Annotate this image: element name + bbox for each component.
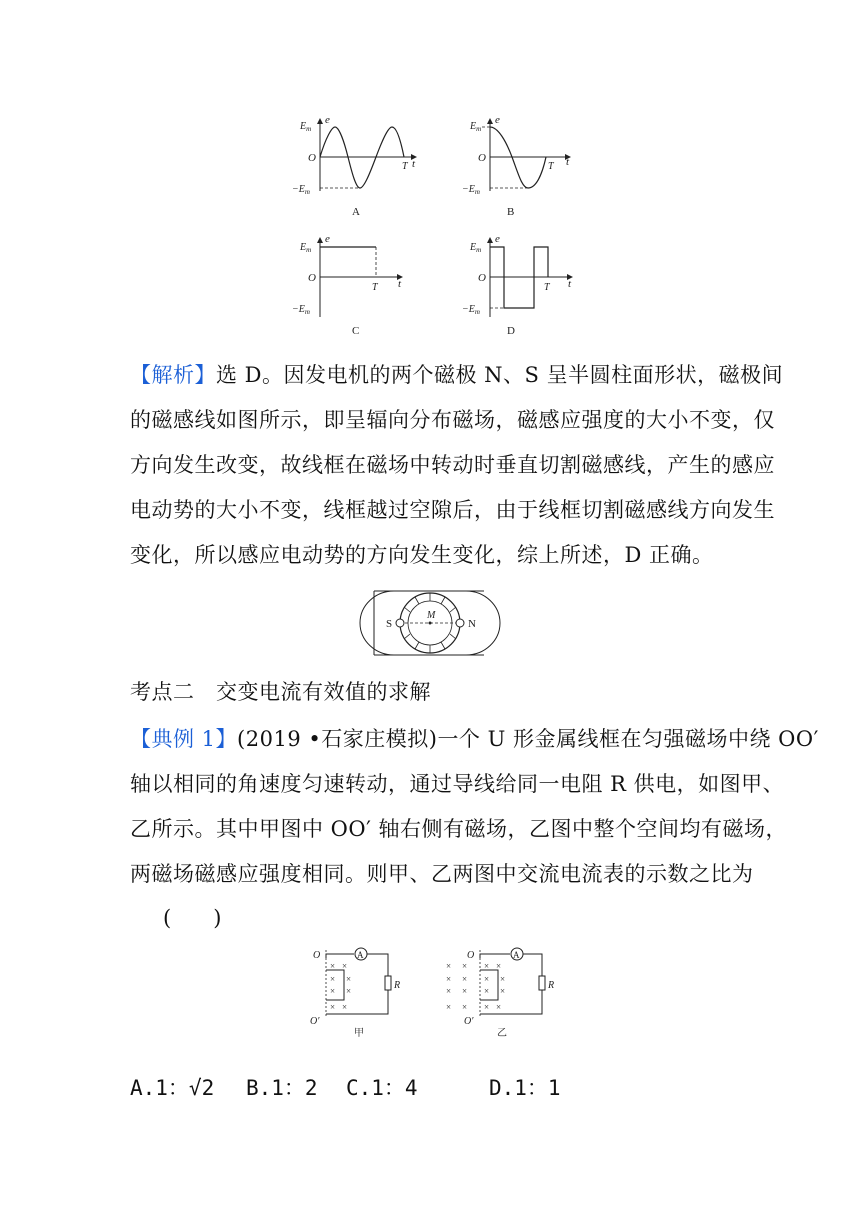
svg-text:×: × <box>484 974 490 984</box>
analysis-tag: 【解析】 <box>130 363 216 387</box>
svg-text:×: × <box>342 1002 348 1012</box>
svg-text:×: × <box>462 986 468 996</box>
svg-text:O: O <box>478 152 486 164</box>
caption-d: D <box>507 325 515 337</box>
option-a[interactable]: A.1：√2 <box>130 1076 215 1100</box>
svg-text:t: t <box>412 158 416 170</box>
graph-a-svg <box>290 113 430 223</box>
svg-text:e: e <box>495 233 500 245</box>
analysis-line-4: 电动势的大小不变，线框越过空隙后，由于线框切割磁感线方向发生 <box>130 498 775 522</box>
svg-text:×: × <box>462 1002 468 1012</box>
svg-text:O: O <box>308 152 316 164</box>
svg-text:e: e <box>325 233 330 245</box>
svg-text:Em: $E_m$ <box>300 242 312 254</box>
graph-c-svg <box>290 232 430 342</box>
svg-text:O: O <box>313 950 321 961</box>
svg-text:O: O <box>467 950 475 961</box>
svg-text:Em: $E_m$ <box>470 242 482 254</box>
svg-text:t: t <box>398 278 402 290</box>
svg-text:O′: O′ <box>310 1016 320 1027</box>
svg-text:t: t <box>566 156 570 168</box>
svg-text:×: × <box>484 961 490 971</box>
example-paragraph <box>130 717 819 897</box>
option-b[interactable]: B.1：2 <box>246 1076 318 1100</box>
svg-text:×: × <box>330 1002 336 1012</box>
graph-c <box>290 232 430 342</box>
svg-text:×: × <box>500 974 506 984</box>
example-tag: 【典例 1】 <box>130 727 238 751</box>
svg-text:−Em: $-E_m$ <box>292 184 310 196</box>
svg-text:O′: O′ <box>464 1016 474 1027</box>
svg-text:O: O <box>478 272 486 284</box>
svg-text:×: × <box>330 986 336 996</box>
svg-text:e: e <box>325 114 330 126</box>
svg-text:A: A <box>357 950 364 960</box>
graph-d <box>460 232 600 342</box>
analysis-line-2: 的磁感线如图所示，即呈辐向分布磁场，磁感应强度的大小不变，仅 <box>130 408 775 432</box>
section-heading: 考点二 交变电流有效值的求解 <box>130 680 431 704</box>
svg-text:R: R <box>548 980 555 991</box>
svg-text:×: × <box>346 974 352 984</box>
example-line-2: 轴以相同的角速度匀速转动，通过导线给同一电阻 R 供电，如图甲、 <box>130 772 785 796</box>
svg-text:S: S <box>386 618 393 630</box>
option-d[interactable]: D.1：1 <box>489 1076 561 1100</box>
svg-text:×: × <box>484 986 490 996</box>
circuit-yi-svg <box>442 944 555 1040</box>
svg-text:T: T <box>402 161 408 172</box>
svg-text:×: × <box>446 986 452 996</box>
svg-text:×: × <box>446 1002 452 1012</box>
svg-text:−Em: $-E_m$ <box>462 304 480 316</box>
svg-text:×: × <box>500 986 506 996</box>
caption-c: C <box>352 325 360 337</box>
svg-text:×: × <box>330 961 336 971</box>
graph-b-svg <box>460 113 600 223</box>
answer-blank: ( ) <box>163 906 222 930</box>
analysis-line-3: 方向发生改变，故线框在磁场中转动时垂直切割磁感线，产生的感应 <box>130 453 775 477</box>
svg-text:×: × <box>496 1002 502 1012</box>
radial-field-svg <box>372 587 488 659</box>
svg-text:T: T <box>372 282 378 293</box>
svg-text:O: O <box>308 272 316 284</box>
svg-text:e: e <box>495 114 500 126</box>
option-c[interactable]: C.1：4 <box>346 1076 418 1100</box>
svg-text:T: T <box>548 161 554 172</box>
svg-text:M: M <box>427 610 436 621</box>
svg-text:×: × <box>342 961 348 971</box>
svg-text:Em: $E_m$ <box>300 121 312 133</box>
svg-text:×: × <box>346 986 352 996</box>
circuit-jia-svg <box>308 944 408 1040</box>
svg-text:N: N <box>468 618 476 630</box>
svg-text:×: × <box>462 974 468 984</box>
caption-yi: 乙 <box>497 1028 507 1039</box>
svg-text:×: × <box>330 974 336 984</box>
graph-d-svg <box>460 232 600 342</box>
circuit-yi <box>442 944 555 1040</box>
example-line-4: 两磁场磁感应强度相同。则甲、乙两图中交流电流表的示数之比为 <box>130 862 754 886</box>
analysis-line-5: 变化，所以感应电动势的方向发生变化，综上所述，D 正确。 <box>130 543 714 567</box>
svg-text:R: R <box>394 980 401 991</box>
analysis-paragraph <box>130 353 784 578</box>
svg-text:×: × <box>484 1002 490 1012</box>
svg-text:−Em: $-E_m$ <box>292 304 310 316</box>
caption-a: A <box>352 206 360 218</box>
svg-text:−Em: $-E_m$ <box>462 184 480 196</box>
radial-field-figure <box>372 587 488 659</box>
caption-jia: 甲 <box>354 1028 364 1039</box>
circuit-jia <box>308 944 408 1040</box>
svg-text:×: × <box>446 974 452 984</box>
svg-text:Em: $E_m$ <box>470 121 482 133</box>
svg-text:×: × <box>462 961 468 971</box>
example-line-1: 【典例 1】(2019 •石家庄模拟)一个 U 形金属线框在匀强磁场中绕 OO′ <box>130 727 819 751</box>
svg-text:×: × <box>446 961 452 971</box>
caption-b: B <box>507 206 515 218</box>
analysis-line-1: 【解析】选 D。因发电机的两个磁极 N、S 呈半圆柱面形状，磁极间 <box>130 363 784 387</box>
svg-text:A: A <box>513 950 520 960</box>
svg-text:t: t <box>568 278 572 290</box>
svg-text:T: T <box>544 282 550 293</box>
graph-a <box>290 113 430 223</box>
graph-b <box>460 113 600 223</box>
svg-text:×: × <box>496 961 502 971</box>
example-line-3: 乙所示。其中甲图中 OO′ 轴右侧有磁场，乙图中整个空间均有磁场， <box>130 817 788 841</box>
